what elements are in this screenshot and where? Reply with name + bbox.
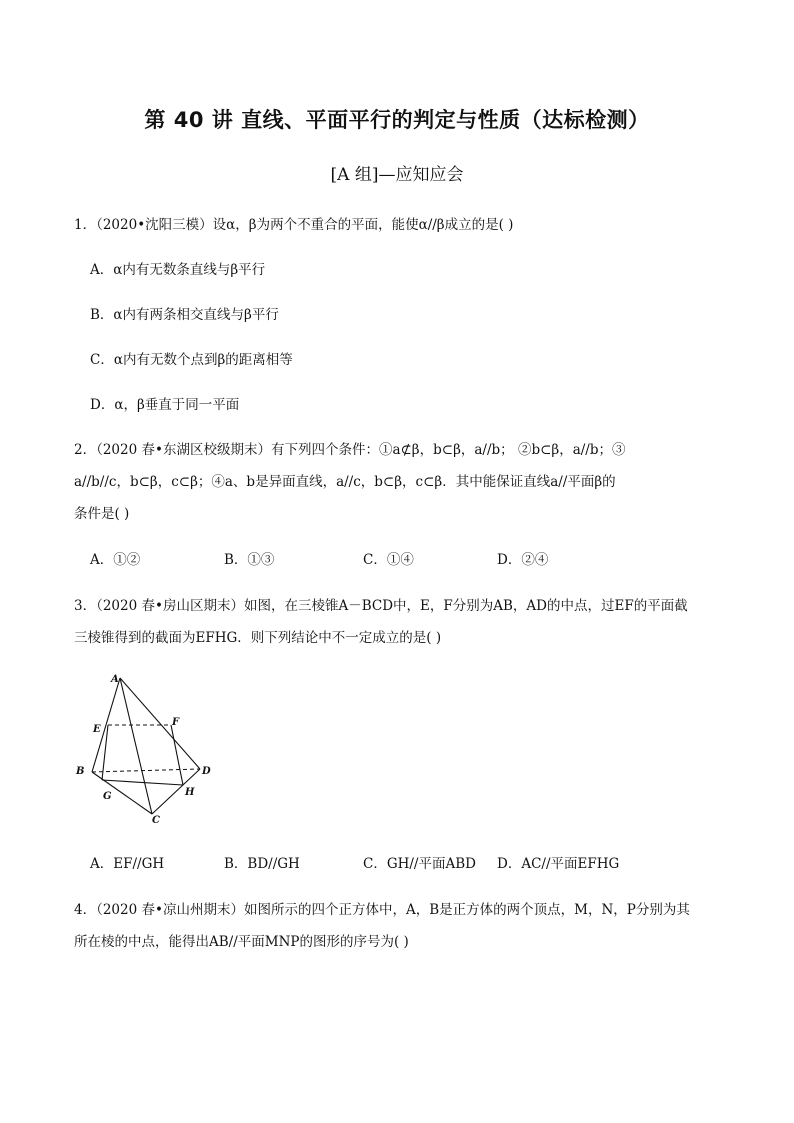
question-2-stem-line-1: 2．（2020 春•东湖区校级期末）有下列四个条件：①a⊄β，b⊂β，a//b； ②b⊂β，a//b；③: [74, 442, 626, 458]
question-1-option-a: A．α内有无数条直线与β平行: [90, 262, 266, 278]
label-g: G: [103, 791, 112, 802]
label-b: B: [76, 766, 85, 777]
question-3-options: [90, 852, 619, 872]
edge-ad: [120, 678, 200, 769]
question-3-option-c: C．GH//平面ABD: [363, 856, 476, 872]
edge-fh: [171, 725, 183, 785]
question-1-option-d: D．α，β垂直于同一平面: [90, 397, 240, 413]
edge-gh: [102, 780, 183, 785]
label-d: D: [202, 766, 211, 777]
question-3-option-d: D．AC//平面EFHG: [497, 856, 620, 872]
question-3-option-b: B．BD//GH: [224, 856, 300, 872]
label-a: A: [111, 674, 119, 685]
question-2-option-a: A．①②: [90, 552, 141, 568]
label-h: H: [185, 787, 195, 798]
edge-ac: [120, 678, 152, 814]
question-4-stem-line-2: 所在棱的中点，能得出AB//平面MNP的图形的序号为( ): [74, 934, 409, 950]
question-3-stem-line-2: 三棱锥得到的截面为EFHG．则下列结论中不一定成立的是( ): [74, 630, 442, 646]
edge-bc: [92, 772, 152, 814]
question-2-option-d: D．②④: [497, 552, 549, 568]
section-subtitle: [A 组]—应知应会: [330, 165, 464, 185]
question-3-stem-line-1: 3．（2020 春•房山区期末）如图，在三棱锥A－BCD中，E，F分别为AB，AD的中点，过EF的平面截: [74, 598, 688, 614]
page-title: 第 40 讲 直线、平面平行的判定与性质（达标检测）: [144, 108, 650, 132]
question-2-stem-line-3: 条件是( ): [74, 506, 130, 522]
question-3-option-a: A．EF//GH: [90, 856, 165, 872]
question-2-option-c: C．①④: [363, 552, 414, 568]
question-4-stem-line-1: 4．（2020 春•凉山州期末）如图所示的四个正方体中，A，B是正方体的两个顶点，M，N，P分别为其: [74, 902, 690, 918]
label-c: C: [152, 815, 160, 826]
edge-bd: [92, 769, 200, 772]
question-1-option-b: B．α内有两条相交直线与β平行: [90, 307, 279, 323]
label-e: E: [93, 724, 101, 735]
question-2-stem-line-2: a//b//c，b⊂β，c⊂β；④a、b是异面直线，a//c，b⊂β，c⊂β．其中能保证直线a//平面β的: [74, 474, 616, 490]
question-2-option-b: B．①③: [224, 552, 275, 568]
tetrahedron-figure: [70, 668, 220, 828]
question-2-options: [90, 548, 548, 568]
question-1-option-c: C．α内有无数个点到β的距离相等: [90, 352, 293, 368]
label-f: F: [172, 717, 180, 728]
question-1-stem: 1．（2020•沈阳三模）设α，β为两个不重合的平面，能使α//β成立的是( ): [74, 217, 514, 233]
